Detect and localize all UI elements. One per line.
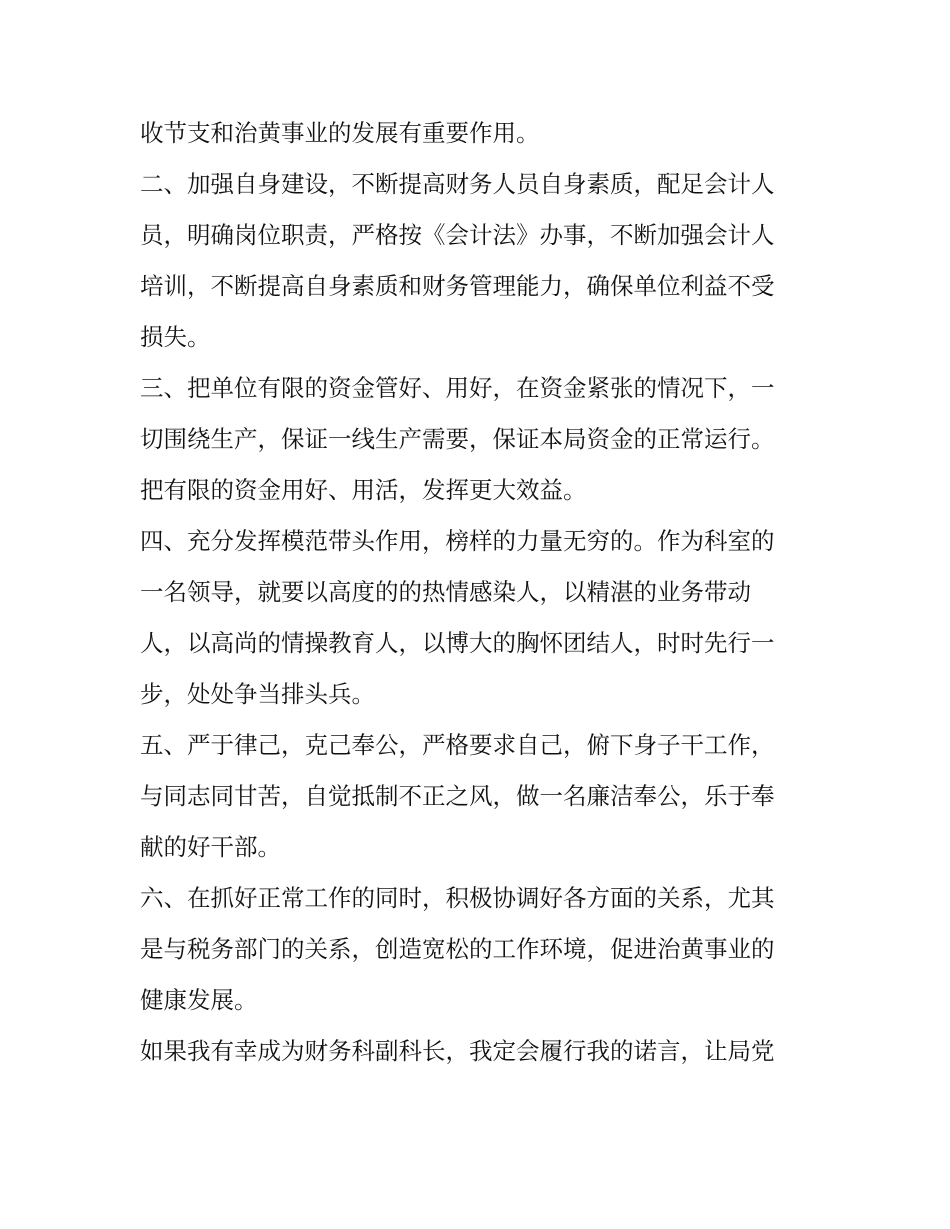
text-line: 是与税务部门的关系，创造宽松的工作环境，促进治黄事业的 [140,935,775,963]
text-line: 五、严于律己，克己奉公，严格要求自己，俯下身子干工作， [140,731,775,759]
text-line: 收节支和治黄事业的发展有重要作用。 [140,119,540,147]
text-line: 二、加强自身建设，不断提高财务人员自身素质，配足会计人 [140,170,775,198]
text-line: 员，明确岗位职责，严格按《会计法》办事，不断加强会计人 [140,221,775,249]
text-line: 一名领导，就要以高度的的热情感染人，以精湛的业务带动 [140,578,751,606]
text-line: 健康发展。 [140,986,258,1014]
text-line: 如果我有幸成为财务科副科长，我定会履行我的诺言，让局党 [140,1037,775,1065]
text-line: 步，处处争当排头兵。 [140,680,375,708]
text-line: 三、把单位有限的资金管好、用好，在资金紧张的情况下，一 [140,374,775,402]
text-line: 培训，不断提高自身素质和财务管理能力，确保单位利益不受 [140,272,775,300]
text-line: 与同志同甘苦，自觉抵制不正之风，做一名廉洁奉公，乐于奉 [140,782,775,810]
document-body [140,108,820,1077]
text-line: 人，以高尚的情操教育人，以博大的胸怀团结人，时时先行一 [140,629,775,657]
text-line: 四、充分发挥模范带头作用，榜样的力量无穷的。作为科室的 [140,527,775,555]
text-line: 切围绕生产，保证一线生产需要，保证本局资金的正常运行。 [140,425,775,453]
text-line: 损失。 [140,323,211,351]
text-line: 把有限的资金用好、用活，发挥更大效益。 [140,476,587,504]
text-line: 六、在抓好正常工作的同时，积极协调好各方面的关系，尤其 [140,884,775,912]
text-line: 献的好干部。 [140,833,281,861]
